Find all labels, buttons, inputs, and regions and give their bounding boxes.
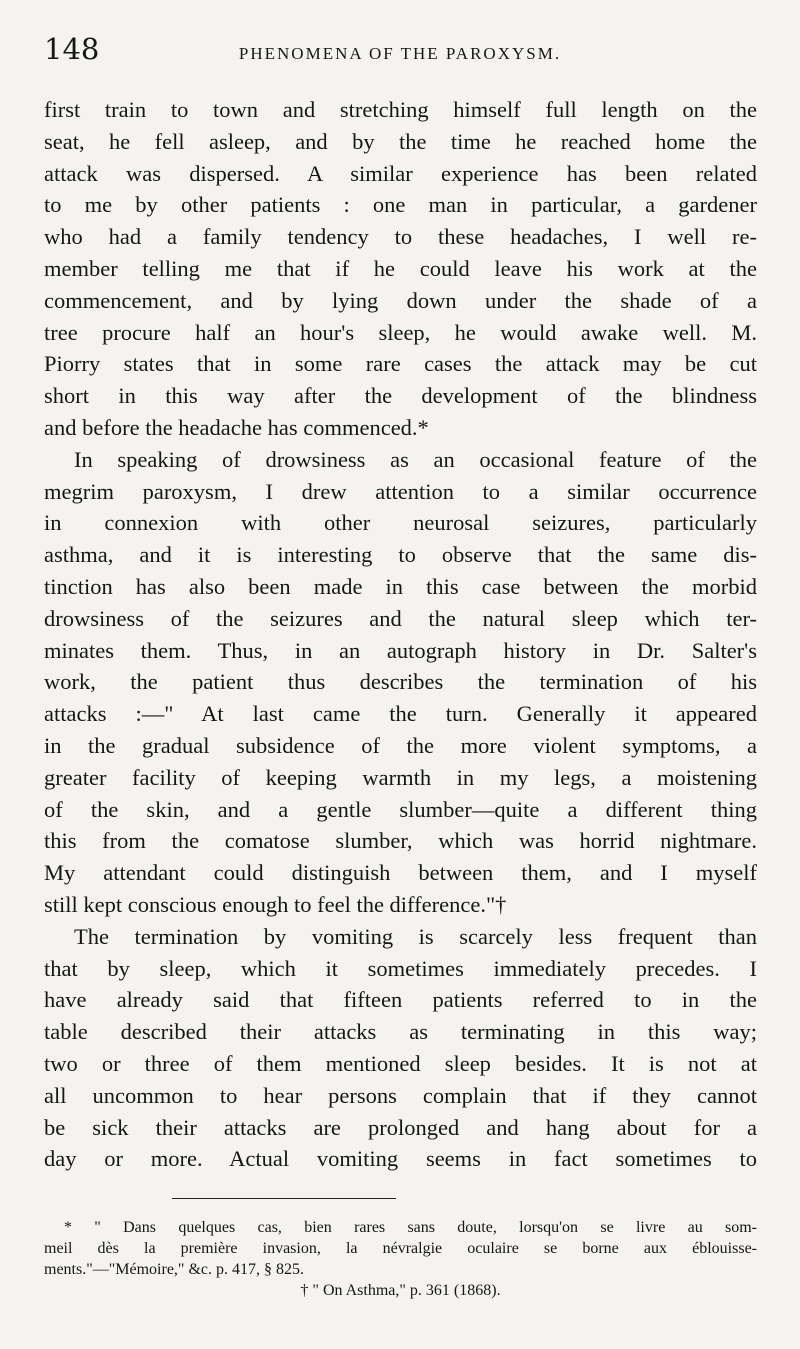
text-line: tinction has also been made in this case between the morbid xyxy=(44,573,757,599)
text-line: day or more. Actual vomiting seems in fact sometimes to xyxy=(44,1146,757,1172)
footnote-line: meil dès la première invasion, la névralgie oculaire se borne aux éblouisse- xyxy=(44,1240,757,1257)
footnote-line: ments."—"Mémoire," &c. p. 417, § 825. xyxy=(44,1261,305,1278)
text-line: seat, he fell asleep, and by the time he reached home the xyxy=(44,128,757,154)
text-line: In speaking of drowsiness as an occasional feature of the xyxy=(74,446,757,472)
text-line: be sick their attacks are prolonged and hang about for a xyxy=(44,1114,757,1140)
text-line: megrim paroxysm, I drew attention to a similar occurrence xyxy=(44,478,757,504)
text-line: Piorry states that in some rare cases the attack may be cut xyxy=(44,351,757,377)
text-line: The termination by vomiting is scarcely less frequent than xyxy=(74,923,757,949)
text-line: still kept conscious enough to feel the difference."† xyxy=(44,891,507,917)
page-header xyxy=(44,32,756,72)
text-line: drowsiness of the seizures and the natural sleep which ter- xyxy=(44,605,757,631)
text-line: member telling me that if he could leave his work at the xyxy=(44,255,757,281)
page-number: 148 xyxy=(44,32,100,66)
text-line: tree procure half an hour's sleep, he would awake well. M. xyxy=(44,319,757,345)
text-line: commencement, and by lying down under the shade of a xyxy=(44,287,757,313)
text-line: work, the patient thus describes the termination of his xyxy=(44,669,757,695)
text-line: two or three of them mentioned sleep besides. It is not at xyxy=(44,1050,757,1076)
text-line: greater facility of keeping warmth in my legs, a moistening xyxy=(44,764,757,790)
text-line: attack was dispersed. A similar experience has been related xyxy=(44,160,757,186)
text-line: attacks :—" At last came the turn. Generally it appeared xyxy=(44,701,757,727)
text-line: and before the headache has commenced.* xyxy=(44,414,429,440)
footnote-line: † " On Asthma," p. 361 (1868). xyxy=(300,1282,501,1299)
text-line: My attendant could distinguish between them, and I myself xyxy=(44,860,757,886)
text-line: table described their attacks as terminating in this way; xyxy=(44,1019,757,1045)
text-line: have already said that fifteen patients referred to in the xyxy=(44,987,757,1013)
text-line: in connexion with other neurosal seizures, particularly xyxy=(44,510,757,536)
footnote-divider xyxy=(172,1198,396,1199)
footnotes xyxy=(44,1217,757,1301)
text-line: that by sleep, which it sometimes immediately precedes. I xyxy=(44,955,757,981)
running-head: PHENOMENA OF THE PAROXYSM. xyxy=(238,44,562,63)
body-text xyxy=(44,94,757,1175)
text-line: of the skin, and a gentle slumber—quite a different thing xyxy=(44,796,757,822)
text-line: to me by other patients : one man in particular, a gardener xyxy=(44,192,757,218)
text-line: all uncommon to hear persons complain that if they cannot xyxy=(44,1082,757,1108)
text-line: first train to town and stretching himself full length on the xyxy=(44,97,757,122)
text-line: minates them. Thus, in an autograph history in Dr. Salter's xyxy=(44,637,757,663)
text-line: this from the comatose slumber, which was horrid nightmare. xyxy=(44,828,757,854)
text-line: short in this way after the development of the blindness xyxy=(44,383,757,409)
footnote-line: * " Dans quelques cas, bien rares sans doute, lorsqu'on se livre au som- xyxy=(64,1219,757,1236)
text-line: in the gradual subsidence of the more violent symptoms, a xyxy=(44,732,757,758)
text-line: asthma, and it is interesting to observe that the same dis- xyxy=(44,542,757,568)
text-line: who had a family tendency to these headaches, I well re- xyxy=(44,224,757,250)
